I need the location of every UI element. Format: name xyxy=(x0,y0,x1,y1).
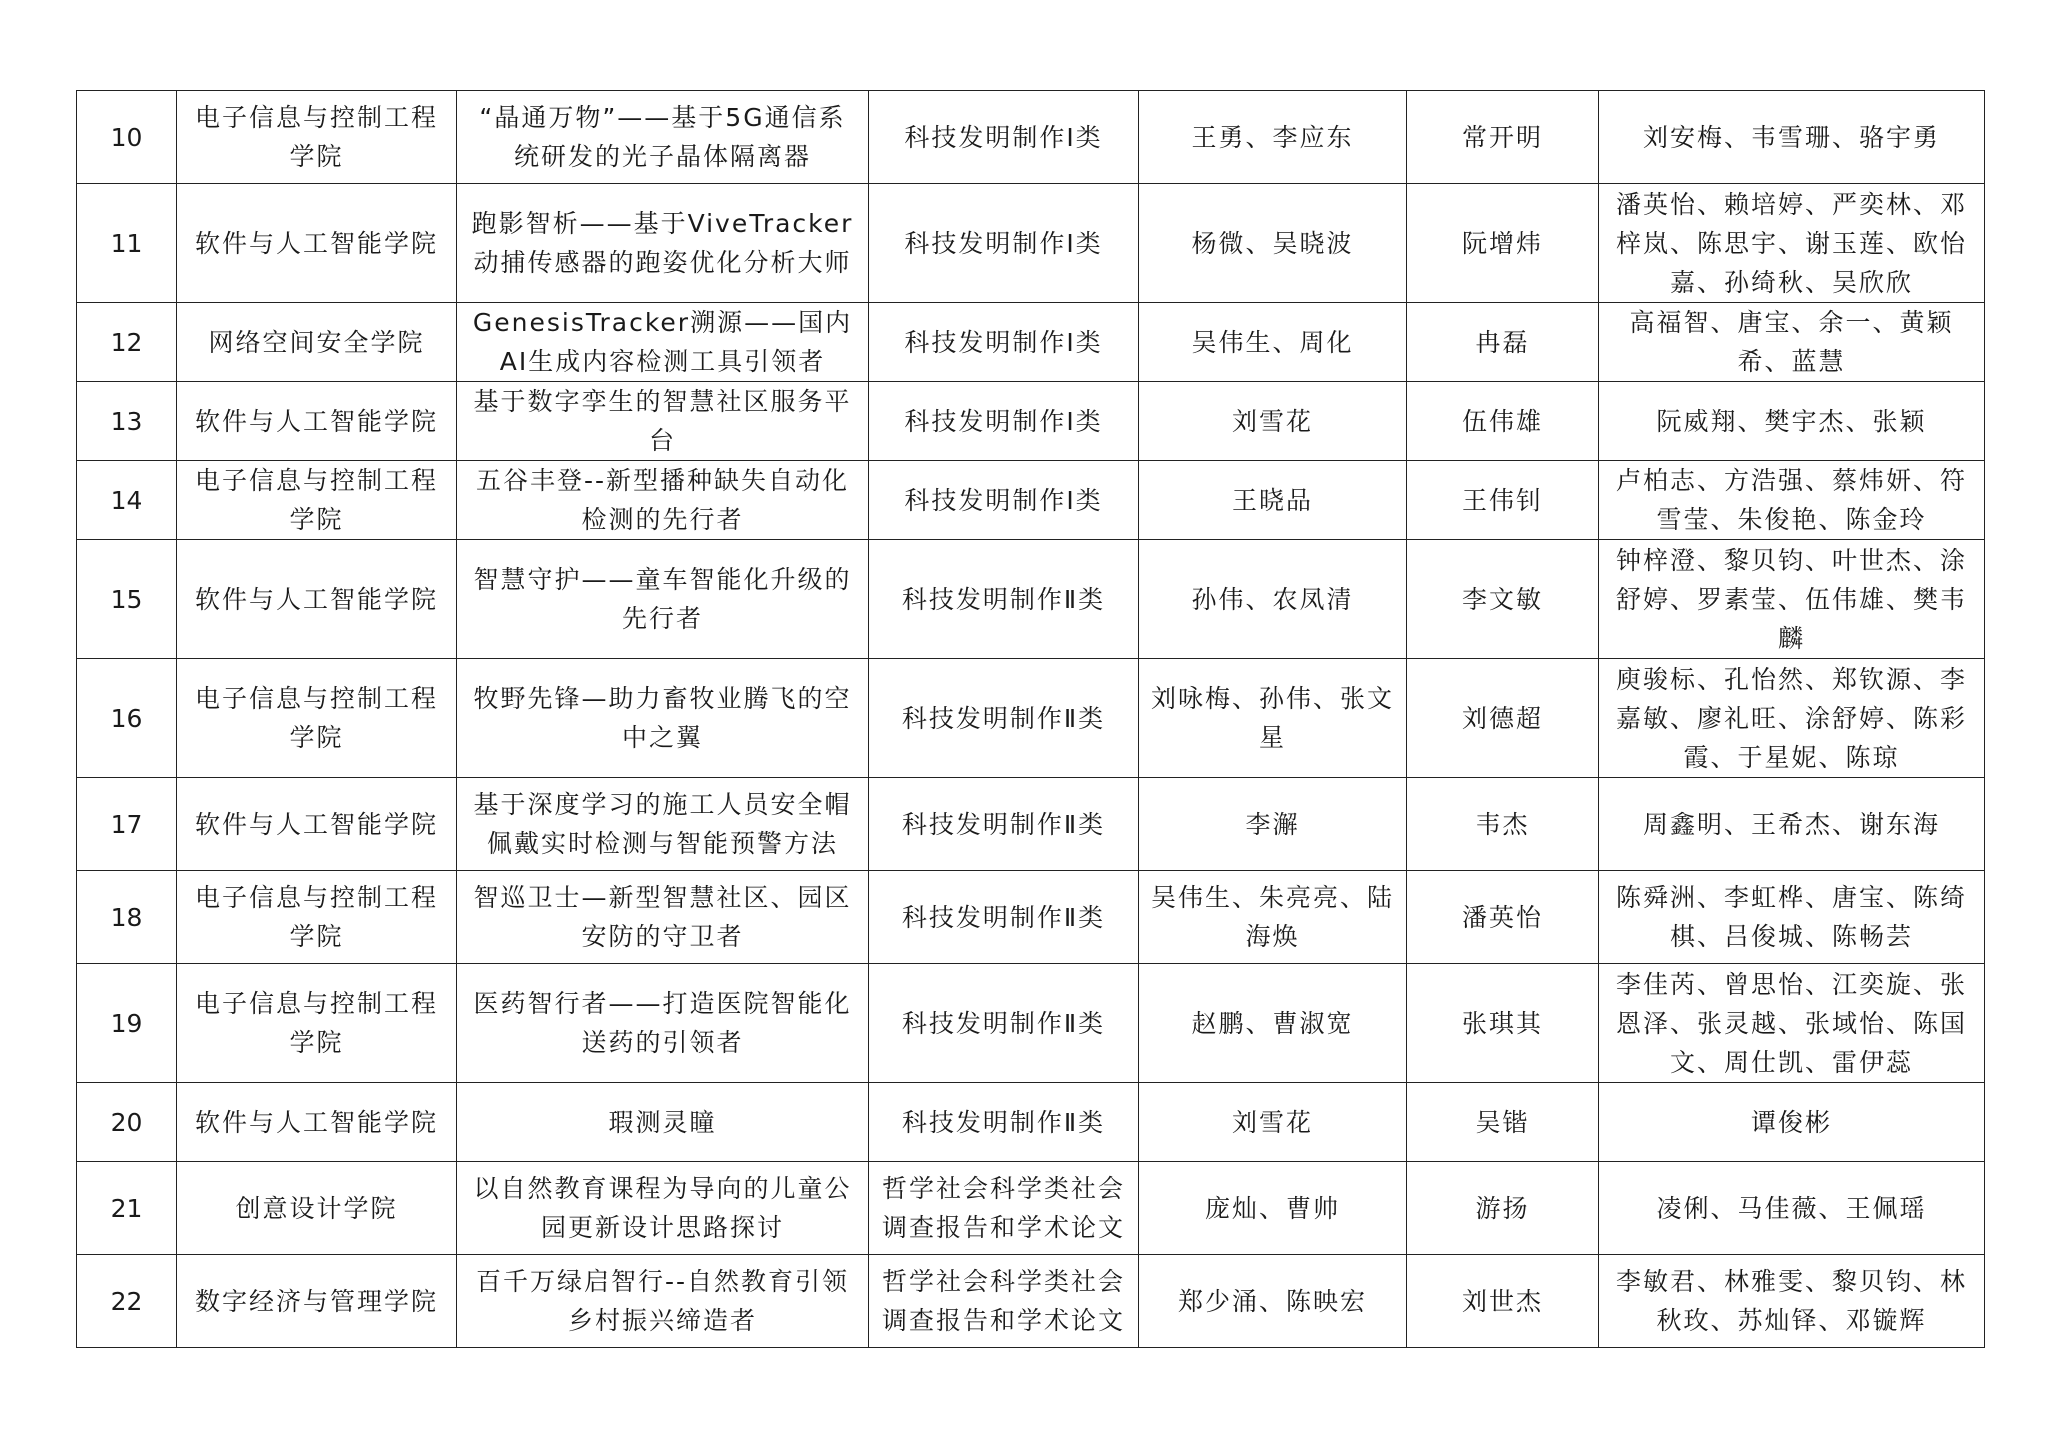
table-row xyxy=(77,303,1985,382)
project-name-cell: 智慧守护——童车智能化升级的先行者 xyxy=(457,540,869,659)
members-cell: 高福智、唐宝、余一、黄颖希、蓝慧 xyxy=(1599,303,1985,382)
college-cell: 网络空间安全学院 xyxy=(177,303,457,382)
college-cell: 创意设计学院 xyxy=(177,1162,457,1255)
college-cell: 软件与人工智能学院 xyxy=(177,184,457,303)
advisors-cell: 杨微、吴晓波 xyxy=(1139,184,1407,303)
advisors-cell: 吴伟生、周化 xyxy=(1139,303,1407,382)
row-number: 16 xyxy=(77,659,177,778)
table-row xyxy=(77,1083,1985,1162)
category-cell: 科技发明制作Ⅰ类 xyxy=(869,303,1139,382)
advisors-cell: 孙伟、农凤清 xyxy=(1139,540,1407,659)
category-cell: 科技发明制作Ⅱ类 xyxy=(869,871,1139,964)
table-row xyxy=(77,871,1985,964)
row-number: 10 xyxy=(77,91,177,184)
category-cell: 哲学社会科学类社会调查报告和学术论文 xyxy=(869,1255,1139,1348)
category-cell: 科技发明制作Ⅰ类 xyxy=(869,382,1139,461)
college-cell: 电子信息与控制工程学院 xyxy=(177,964,457,1083)
project-name-cell: 基于数字孪生的智慧社区服务平台 xyxy=(457,382,869,461)
leader-cell: 张琪其 xyxy=(1407,964,1599,1083)
leader-cell: 李文敏 xyxy=(1407,540,1599,659)
project-name-cell: 智巡卫士—新型智慧社区、园区安防的守卫者 xyxy=(457,871,869,964)
row-number: 17 xyxy=(77,778,177,871)
project-name-cell: 五谷丰登--新型播种缺失自动化检测的先行者 xyxy=(457,461,869,540)
row-number: 12 xyxy=(77,303,177,382)
members-cell: 钟梓澄、黎贝钧、叶世杰、涂舒婷、罗素莹、伍伟雄、樊韦麟 xyxy=(1599,540,1985,659)
college-cell: 电子信息与控制工程学院 xyxy=(177,91,457,184)
advisors-cell: 王勇、李应东 xyxy=(1139,91,1407,184)
members-cell: 卢柏志、方浩强、蔡炜妍、符雪莹、朱俊艳、陈金玲 xyxy=(1599,461,1985,540)
advisors-cell: 吴伟生、朱亮亮、陆海焕 xyxy=(1139,871,1407,964)
roster-body xyxy=(77,91,1985,1348)
row-number: 14 xyxy=(77,461,177,540)
table-row xyxy=(77,382,1985,461)
table-row xyxy=(77,184,1985,303)
project-name-cell: 瑕测灵瞳 xyxy=(457,1083,869,1162)
leader-cell: 韦杰 xyxy=(1407,778,1599,871)
project-name-cell: 跑影智析——基于ViveTracker动捕传感器的跑姿优化分析大师 xyxy=(457,184,869,303)
members-cell: 凌俐、马佳薇、王佩瑶 xyxy=(1599,1162,1985,1255)
members-cell: 李敏君、林雅雯、黎贝钧、林秋玫、苏灿铎、邓镟辉 xyxy=(1599,1255,1985,1348)
project-name-cell: 以自然教育课程为导向的儿童公园更新设计思路探讨 xyxy=(457,1162,869,1255)
leader-cell: 游扬 xyxy=(1407,1162,1599,1255)
project-name-cell: 百千万绿启智行--自然教育引领乡村振兴缔造者 xyxy=(457,1255,869,1348)
category-cell: 科技发明制作Ⅰ类 xyxy=(869,461,1139,540)
category-cell: 科技发明制作Ⅱ类 xyxy=(869,964,1139,1083)
leader-cell: 吴锴 xyxy=(1407,1083,1599,1162)
category-cell: 科技发明制作Ⅱ类 xyxy=(869,778,1139,871)
table-row xyxy=(77,1162,1985,1255)
table-row xyxy=(77,461,1985,540)
members-cell: 谭俊彬 xyxy=(1599,1083,1985,1162)
project-name-cell: “晶通万物”——基于5G通信系统研发的光子晶体隔离器 xyxy=(457,91,869,184)
members-cell: 潘英怡、赖培婷、严奕林、邓梓岚、陈思宇、谢玉莲、欧怡嘉、孙绮秋、吴欣欣 xyxy=(1599,184,1985,303)
college-cell: 软件与人工智能学院 xyxy=(177,382,457,461)
members-cell: 刘安梅、韦雪珊、骆宇勇 xyxy=(1599,91,1985,184)
project-name-cell: 基于深度学习的施工人员安全帽佩戴实时检测与智能预警方法 xyxy=(457,778,869,871)
leader-cell: 刘世杰 xyxy=(1407,1255,1599,1348)
row-number: 20 xyxy=(77,1083,177,1162)
category-cell: 科技发明制作Ⅱ类 xyxy=(869,540,1139,659)
college-cell: 电子信息与控制工程学院 xyxy=(177,659,457,778)
advisors-cell: 赵鹏、曹淑宽 xyxy=(1139,964,1407,1083)
leader-cell: 伍伟雄 xyxy=(1407,382,1599,461)
category-cell: 哲学社会科学类社会调查报告和学术论文 xyxy=(869,1162,1139,1255)
college-cell: 软件与人工智能学院 xyxy=(177,778,457,871)
leader-cell: 常开明 xyxy=(1407,91,1599,184)
row-number: 21 xyxy=(77,1162,177,1255)
leader-cell: 刘德超 xyxy=(1407,659,1599,778)
category-cell: 科技发明制作Ⅰ类 xyxy=(869,91,1139,184)
members-cell: 阮威翔、樊宇杰、张颖 xyxy=(1599,382,1985,461)
project-roster-table xyxy=(76,90,1985,1348)
advisors-cell: 王晓品 xyxy=(1139,461,1407,540)
college-cell: 数字经济与管理学院 xyxy=(177,1255,457,1348)
advisors-cell: 郑少涌、陈映宏 xyxy=(1139,1255,1407,1348)
advisors-cell: 刘咏梅、孙伟、张文星 xyxy=(1139,659,1407,778)
table-row xyxy=(77,540,1985,659)
table-row xyxy=(77,659,1985,778)
category-cell: 科技发明制作Ⅱ类 xyxy=(869,1083,1139,1162)
category-cell: 科技发明制作Ⅱ类 xyxy=(869,659,1139,778)
members-cell: 周鑫明、王希杰、谢东海 xyxy=(1599,778,1985,871)
row-number: 15 xyxy=(77,540,177,659)
project-name-cell: GenesisTracker溯源——国内AI生成内容检测工具引领者 xyxy=(457,303,869,382)
advisors-cell: 刘雪花 xyxy=(1139,382,1407,461)
leader-cell: 潘英怡 xyxy=(1407,871,1599,964)
advisors-cell: 庞灿、曹帅 xyxy=(1139,1162,1407,1255)
table-row xyxy=(77,91,1985,184)
row-number: 13 xyxy=(77,382,177,461)
college-cell: 电子信息与控制工程学院 xyxy=(177,461,457,540)
table-row xyxy=(77,778,1985,871)
advisors-cell: 李澥 xyxy=(1139,778,1407,871)
advisors-cell: 刘雪花 xyxy=(1139,1083,1407,1162)
table-row xyxy=(77,1255,1985,1348)
table-row xyxy=(77,964,1985,1083)
college-cell: 软件与人工智能学院 xyxy=(177,1083,457,1162)
college-cell: 软件与人工智能学院 xyxy=(177,540,457,659)
members-cell: 李佳芮、曾思怡、江奕旋、张恩泽、张灵越、张域怡、陈国文、周仕凯、雷伊蕊 xyxy=(1599,964,1985,1083)
leader-cell: 王伟钊 xyxy=(1407,461,1599,540)
category-cell: 科技发明制作Ⅰ类 xyxy=(869,184,1139,303)
leader-cell: 冉磊 xyxy=(1407,303,1599,382)
row-number: 19 xyxy=(77,964,177,1083)
project-name-cell: 医药智行者——打造医院智能化送药的引领者 xyxy=(457,964,869,1083)
members-cell: 陈舜洲、李虹桦、唐宝、陈绮棋、吕俊城、陈畅芸 xyxy=(1599,871,1985,964)
leader-cell: 阮增炜 xyxy=(1407,184,1599,303)
college-cell: 电子信息与控制工程学院 xyxy=(177,871,457,964)
row-number: 11 xyxy=(77,184,177,303)
row-number: 22 xyxy=(77,1255,177,1348)
members-cell: 庾骏标、孔怡然、郑钦源、李嘉敏、廖礼旺、涂舒婷、陈彩霞、于星妮、陈琼 xyxy=(1599,659,1985,778)
project-name-cell: 牧野先锋—助力畜牧业腾飞的空中之翼 xyxy=(457,659,869,778)
row-number: 18 xyxy=(77,871,177,964)
